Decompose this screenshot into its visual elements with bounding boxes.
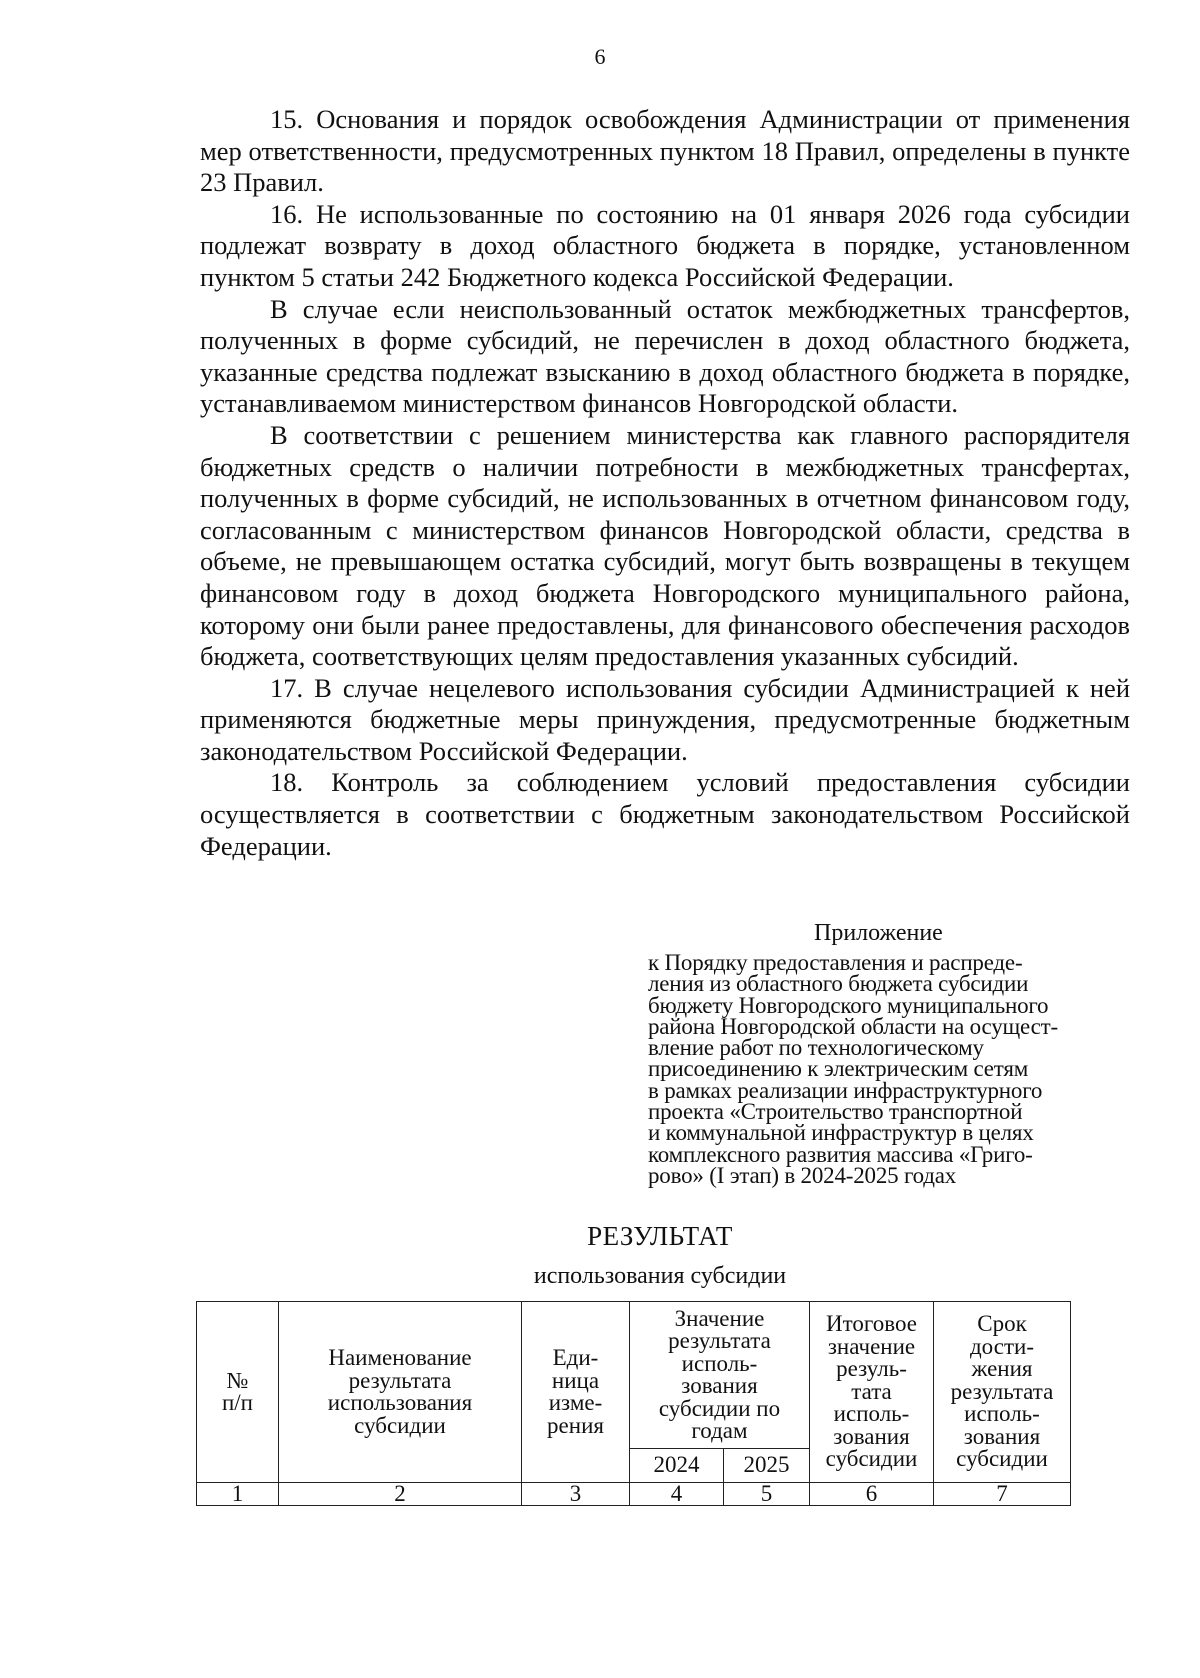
header-line: исполь- [833, 1401, 910, 1427]
header-line: зования [833, 1423, 910, 1449]
appendix-line: к Порядку предоставления и распреде- [648, 950, 1023, 975]
header-line: резуль- [836, 1356, 907, 1382]
header-line: зования [681, 1373, 758, 1398]
appendix-line: бюджету Новгородского муниципального [648, 992, 1049, 1018]
column-number-cell: 6 [810, 1483, 934, 1506]
header-year-2025: 2025 [724, 1449, 810, 1483]
header-line: Итоговое [826, 1311, 917, 1337]
appendix-line: рово» (I этап) в 2024-2025 годах [648, 1162, 957, 1188]
appendix-line: и коммунальной инфраструктур в целях [648, 1120, 1034, 1146]
appendix-line: комплексного развития массива «Григо- [648, 1141, 1033, 1167]
header-line: результата [950, 1378, 1054, 1404]
appendix-line: вление работ по технологическому [648, 1035, 984, 1061]
header-line: дости- [969, 1333, 1034, 1359]
header-year-2024: 2024 [630, 1449, 724, 1483]
header-line: исполь- [681, 1350, 758, 1376]
header-line: годам [691, 1418, 748, 1443]
header-line: Наименование [328, 1345, 472, 1370]
paragraph-return-decision: В соответствии с решением министерства как главного распорядителя бюджетных средств о наличии потребности в межбюджетных трансфертах, полученных в форме субсидий, не использованных в отчетном финансовом году, согласованным с министерством финансов Новгородской области, средства в объеме, не превышающем остатка субсидий, могут быть возвращены в текущем финансовом году в доход бюджета Новгородского муниципального района, которому они были ранее предоставлены, для финансового обеспечения расходов бюджета, соответствующих целям предоставления указанных субсидий. [200, 419, 1130, 672]
body-text [200, 104, 1130, 862]
column-number-cell: 5 [724, 1483, 810, 1506]
column-number-cell: 3 [522, 1483, 630, 1506]
header-line: исполь- [964, 1401, 1040, 1427]
header-line: субсидии [956, 1446, 1048, 1472]
appendix-line: в рамках реализации инфраструктурного [648, 1077, 1043, 1103]
header-line: изме- [548, 1390, 603, 1415]
header-line: Еди- [552, 1345, 599, 1370]
appendix-line: ления из областного бюджета субсидии [648, 971, 1029, 997]
table-row [197, 1483, 1071, 1506]
header-deadline [934, 1302, 1071, 1483]
appendix-line: присоединению к электрическим сетям [648, 1056, 1029, 1082]
paragraph-17: 17. В случае нецелевого использования субсидии Администрацией к ней применяются бюджетные меры принуждения, предусмотренные бюджетным законодательством Российской Федерации. [200, 672, 1130, 766]
appendix-text [648, 952, 1128, 1186]
header-line: жения [971, 1356, 1033, 1382]
header-line: зования [963, 1423, 1041, 1449]
header-line: рения [547, 1412, 604, 1438]
column-number-cell: 2 [279, 1483, 522, 1506]
header-row-number [197, 1302, 279, 1483]
appendix-line: района Новгородской области на осущест- [648, 1013, 1058, 1039]
header-values-by-year [630, 1302, 810, 1449]
paragraph-15: 15. Основания и порядок освобождения Администрации от применения мер ответственности, предусмотренных пунктом 18 Правил, определены в пункте 23 Правил. [200, 104, 1130, 198]
appendix-line: проекта «Строительство транспортной [648, 1099, 1023, 1125]
results-table [196, 1301, 1071, 1506]
column-number-cell: 4 [630, 1483, 724, 1506]
header-line: № [226, 1367, 249, 1393]
paragraph-unused-balance: В случае если неиспользованный остаток межбюджетных трансфертов, полученных в форме субсидий, не перечислен в доход областного бюджета, указанные средства подлежат взысканию в доход областного бюджета в порядке, устанавливаемом министерством финансов Новгородской области. [200, 293, 1130, 419]
header-line: субсидии [825, 1446, 918, 1472]
column-number-cell: 1 [197, 1483, 279, 1506]
header-line: результата [348, 1367, 452, 1393]
header-line: значение [827, 1333, 916, 1359]
result-subtitle: использования субсидии [533, 1263, 787, 1289]
header-line: Срок [977, 1311, 1027, 1337]
header-line: субсидии [354, 1412, 446, 1438]
header-line: использования [327, 1390, 473, 1415]
header-line: субсидии по [658, 1395, 781, 1421]
header-line: п/п [221, 1390, 253, 1415]
appendix-title: Приложение [814, 920, 943, 946]
header-line: ница [551, 1367, 600, 1393]
header-unit [522, 1302, 630, 1483]
header-line: Значение [674, 1305, 765, 1331]
header-line: результата [668, 1328, 771, 1353]
page-number: 6 [594, 44, 606, 69]
paragraph-18: 18. Контроль за соблюдением условий предоставления субсидии осуществляется в соответствии с бюджетным законодательством Российской Федерации. [200, 767, 1130, 861]
header-line: тата [851, 1378, 892, 1404]
column-number-cell: 7 [934, 1483, 1071, 1506]
header-result-name [279, 1302, 522, 1483]
result-title: РЕЗУЛЬТАТ [587, 1221, 733, 1251]
paragraph-16: 16. Не использованные по состоянию на 01 января 2026 года субсидии подлежат возврату в доход областного бюджета в порядке, установленном пунктом 5 статьи 242 Бюджетного кодекса Российской Федерации. [200, 198, 1130, 292]
header-final-value [810, 1302, 934, 1483]
